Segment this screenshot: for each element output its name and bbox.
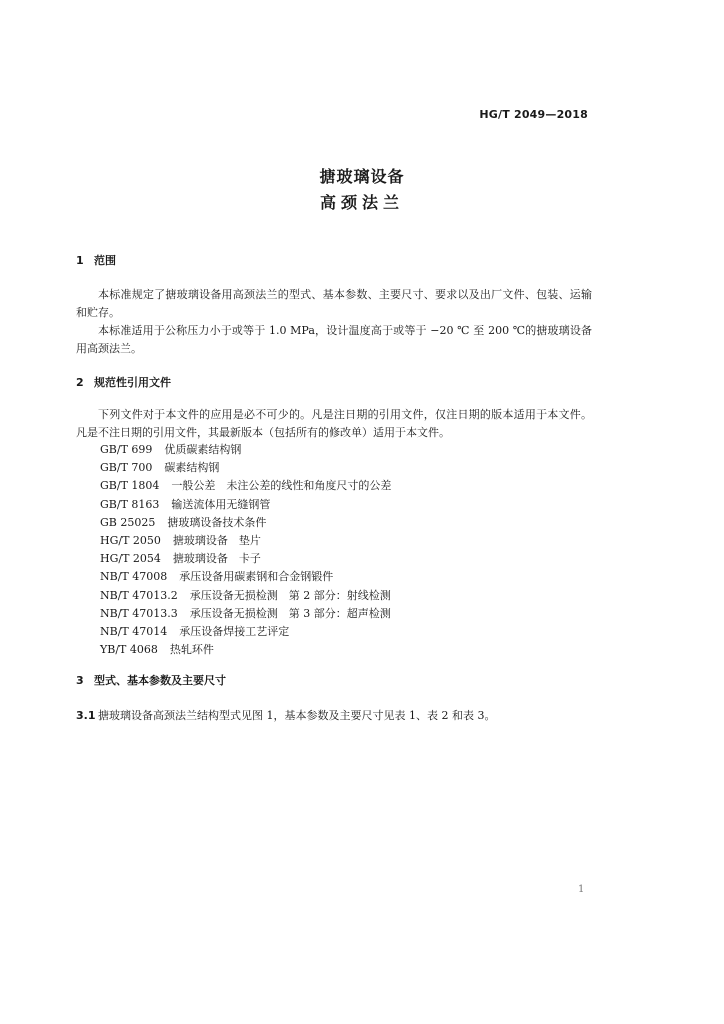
reference-title: 承压设备焊接工艺评定 [179,625,290,639]
clause-text: 搪玻璃设备高颈法兰结构型式见图 1，基本参数及主要尺寸见表 1、表 2 和表 3。 [98,709,496,722]
list-item [100,568,391,586]
reference-code: GB 25025 [100,515,156,529]
list-item [100,641,391,659]
list-item [100,532,391,550]
list-item [100,496,391,514]
reference-code: GB/T 699 [100,443,153,456]
reference-title: 承压设备用碳素钢和合金钢锻件 [179,570,334,584]
section-2-intro [76,406,592,442]
reference-code: NB/T 47013.3 [100,606,178,620]
standard-number: HG/T 2049—2018 [479,108,588,121]
list-item [100,623,391,641]
paragraph: 本标准规定了搪玻璃设备用高颈法兰的型式、基本参数、主要尺寸、要求以及出厂文件、包装、运输和贮存。 [76,288,592,319]
section-number: 1 [76,254,84,267]
list-item [100,477,391,495]
section-number: 3 [76,674,84,687]
reference-code: GB/T 8163 [100,497,160,511]
reference-title: 承压设备无损检测 第 3 部分：超声检测 [189,606,391,620]
reference-title: 热轧环件 [169,643,214,657]
reference-code: NB/T 47013.2 [100,588,178,602]
section-title: 规范性引用文件 [94,376,171,389]
section-1-heading [76,252,116,268]
reference-code: HG/T 2050 [100,534,161,548]
reference-code: NB/T 47014 [100,625,168,639]
reference-code: GB/T 1804 [100,479,160,493]
paragraph: 下列文件对于本文件的应用是必不可少的。凡是注日期的引用文件，仅注日期的版本适用于本文件。凡是不注日期的引用文件，其最新版本（包括所有的修改单）适用于本文件。 [76,408,592,439]
section-title: 型式、基本参数及主要尺寸 [94,674,226,687]
reference-list [100,441,391,659]
reference-code: NB/T 47008 [100,570,168,584]
reference-code: GB/T 700 [100,461,153,475]
reference-title: 优质碳素结构钢 [164,443,242,456]
reference-title: 搪玻璃设备 垫片 [172,534,261,548]
list-item [100,459,391,477]
reference-title: 搪玻璃设备 卡子 [172,552,261,566]
page-number: 1 [578,884,585,895]
document-title-line1: 搪玻璃设备 [319,167,405,186]
section-3-heading [76,672,226,688]
section-number: 2 [76,376,84,389]
section-2-heading [76,374,171,390]
list-item [100,514,391,532]
paragraph: 本标准适用于公称压力小于或等于 1.0 MPa，设计温度高于或等于 −20 ℃ 至 200 ℃的搪玻璃设备用高颈法兰。 [76,324,592,355]
list-item [100,441,391,459]
list-item [100,587,391,605]
section-title: 范围 [94,254,116,267]
clause-number: 3.1 [76,709,96,722]
list-item [100,605,391,623]
reference-title: 一般公差 未注公差的线性和角度尺寸的公差 [171,479,392,493]
section-1-body [76,286,592,358]
reference-title: 承压设备无损检测 第 2 部分：射线检测 [189,588,391,602]
reference-code: YB/T 4068 [100,643,158,657]
reference-title: 输送流体用无缝钢管 [171,497,271,511]
document-title-line2: 高颈法兰 [319,193,404,212]
reference-title: 搪玻璃设备技术条件 [167,515,267,529]
list-item [100,550,391,568]
reference-title: 碳素结构钢 [164,461,220,475]
clause-3-1 [76,707,495,723]
reference-code: HG/T 2054 [100,552,161,566]
